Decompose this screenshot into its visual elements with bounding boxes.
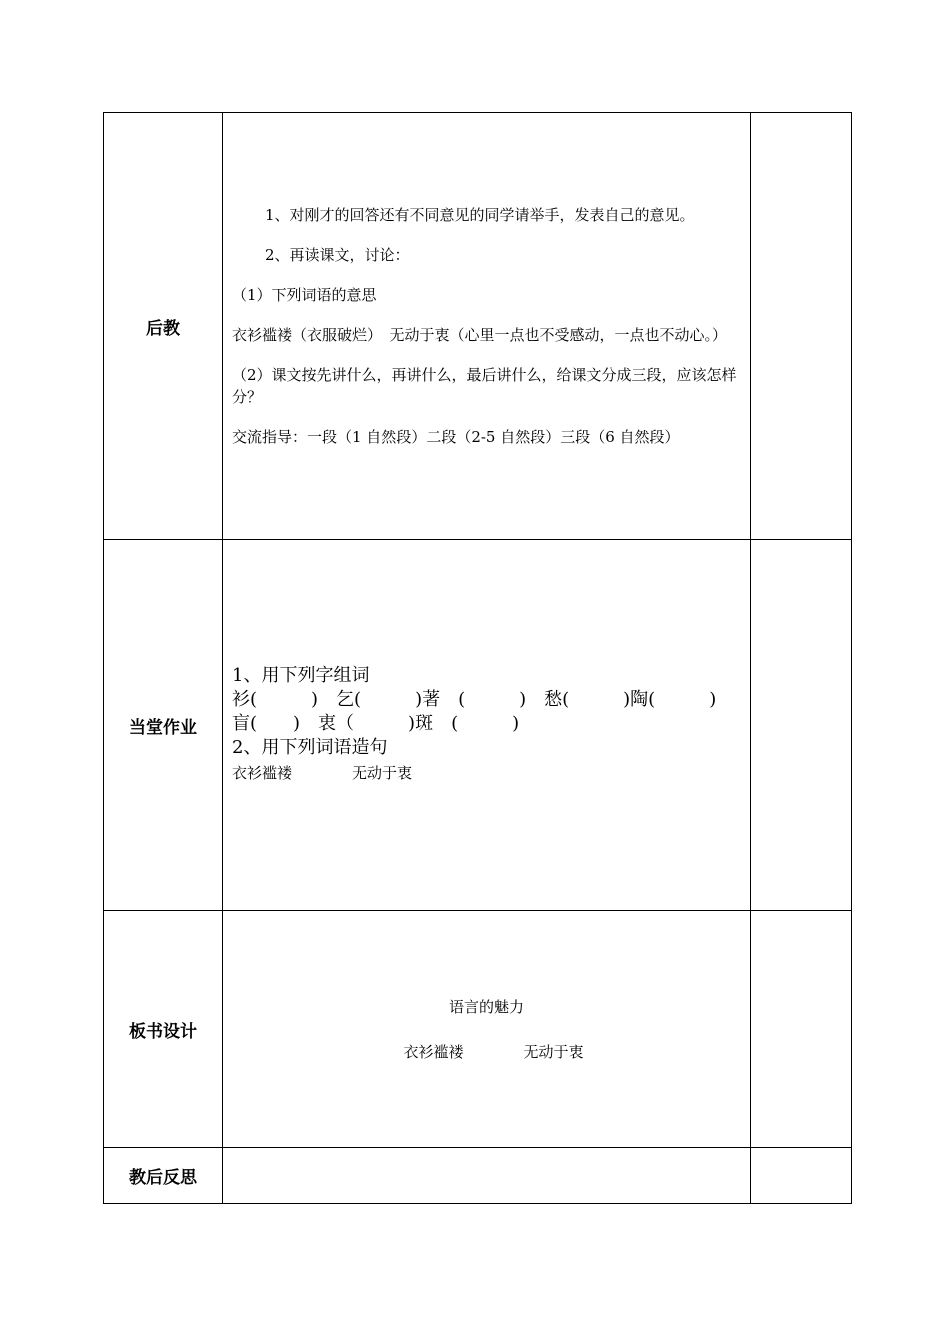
homework-question-1: 1、用下列字组词 <box>232 665 370 686</box>
reflect-notes-cell <box>751 1148 852 1204</box>
teach-content-cell <box>223 113 751 540</box>
board-content-cell <box>223 911 751 1148</box>
board-title: 语言的魅力 <box>448 998 524 1016</box>
homework-content <box>223 664 750 786</box>
teach-line-5: （2）课文按先讲什么，再讲什么，最后讲什么，给课文分成三段，应该怎样分？ <box>232 366 737 406</box>
board-notes-cell <box>751 911 852 1148</box>
homework-words: 衣衫褴褛 无动于衷 <box>232 764 413 782</box>
teach-line-6: 交流指导：一段（1 自然段）二段（2-5 自然段）三段（6 自然段） <box>232 428 680 446</box>
row-board <box>104 911 852 1148</box>
row-label-reflect: 教后反思 <box>104 1148 223 1204</box>
teach-line-2: 2、再读课文，讨论： <box>265 246 410 264</box>
teach-line-1: 1、对刚才的回答还有不同意见的同学请举手，发表自己的意见。 <box>265 206 695 224</box>
lesson-plan-table <box>103 112 852 1204</box>
board-content <box>223 996 750 1062</box>
row-label-homework: 当堂作业 <box>104 540 223 911</box>
board-words: 衣衫褴褛 无动于衷 <box>403 1043 584 1061</box>
row-homework <box>104 540 852 911</box>
teach-line-3: （1）下列词语的意思 <box>232 286 377 304</box>
homework-content-cell <box>223 540 751 911</box>
reflect-content-cell <box>223 1148 751 1204</box>
row-label-teach: 后教 <box>104 113 223 540</box>
row-label-board: 板书设计 <box>104 911 223 1148</box>
homework-chars: 衫( ) 乞( )著 ( ) 愁( )陶( ) 盲( ) 衷（ )斑 ( ) <box>232 689 735 734</box>
row-reflect <box>104 1148 852 1204</box>
homework-notes-cell <box>751 540 852 911</box>
teach-notes-cell <box>751 113 852 540</box>
teach-line-4: 衣衫褴褛（衣服破烂） 无动于衷（心里一点也不受感动，一点也不动心。） <box>232 326 728 344</box>
homework-question-2: 2、用下列词语造句 <box>232 737 388 758</box>
row-teach <box>104 113 852 540</box>
teach-content <box>223 204 750 448</box>
